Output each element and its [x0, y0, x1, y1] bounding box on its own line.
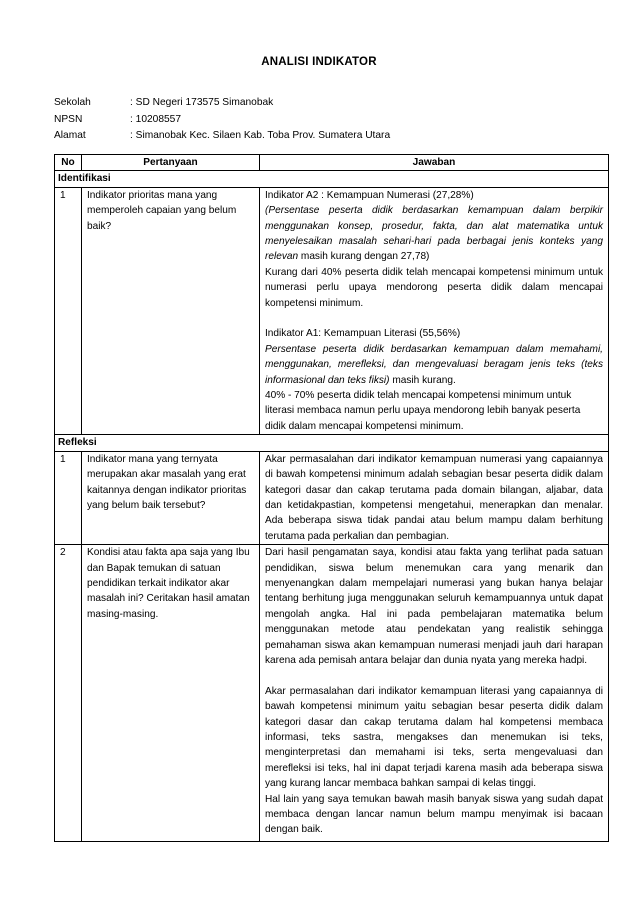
section-refleksi: Refleksi — [55, 435, 609, 451]
a1-description — [265, 342, 603, 388]
answer-cell — [260, 545, 609, 842]
a2-title: Indikator A2 : Kemampuan Numerasi (27,28%) — [265, 189, 474, 201]
school-row — [54, 95, 390, 112]
indicator-table — [54, 154, 609, 842]
a1-desc-italic: Persentase peserta didik berdasarkan kemampuan dalam memahami, menggunakan, merefleksi, dan mengevaluasi beragam jenis teks (teks informasional dan teks fiksi) — [265, 343, 603, 386]
a2-desc-tail: masih kurang dengan 27,78) — [298, 251, 430, 263]
row-number: 1 — [55, 187, 82, 434]
row-number: 1 — [55, 451, 82, 544]
table-header-row — [55, 155, 609, 171]
address-row — [54, 128, 390, 145]
answer-paragraph-3: Hal lain yang saya temukan bawah masih banyak siswa yang sudah dapat membaca dengan lancar namun belum mampu menyimak isi bacaan dengan baik. — [265, 793, 603, 836]
spacer — [265, 311, 603, 326]
table-row — [55, 187, 609, 434]
question-cell: Indikator prioritas mana yang memperoleh capaian yang belum baik? — [82, 187, 260, 434]
npsn-label: NPSN — [54, 113, 83, 125]
question-cell: Kondisi atau fakta apa saja yang Ibu dan Bapak temukan di satuan pendidikan terkait indikator akar masalah ini? Ceritakan hasil amatan masing-masing. — [82, 545, 260, 842]
row-number: 2 — [55, 545, 82, 842]
table-row — [55, 451, 609, 544]
answer-cell: Akar permasalahan dari indikator kemampuan numerasi yang capaiannya di bawah kompetensi minimum adalah sebagian besar peserta didik dalam kategori dasar dan cakap terutama pada domain bilangan, aljabar, data dan ketidakpastian, kompetensi mengetahui, menerapkan dan menalar. Ada beberapa siswa tidak pandai atau belum mampu dalam berhitung terutama pada perkalian dan pembagian. — [260, 451, 609, 544]
a2-desc-italic: (Persentase peserta didik berdasarkan kemampuan dalam berpikir menggunakan konsep, prosedur, fakta, dan alat matematika untuk menyelesaikan masalah sehari-hari pada berbagai jenis konteks yang relevan — [265, 205, 603, 263]
spacer — [265, 668, 603, 683]
answer-cell — [260, 187, 609, 434]
a2-note: Kurang dari 40% peserta didik telah mencapai kompetensi minimum untuk numerasi perlu upaya mendorong peserta didik dalam mencapai kompetensi minimum. — [265, 266, 603, 309]
header-no: No — [55, 155, 82, 171]
npsn-value: : 10208557 — [130, 113, 181, 125]
section-identifikasi: Identifikasi — [55, 171, 609, 187]
question-cell: Indikator mana yang ternyata merupakan akar masalah yang erat kaitannya dengan indikator prioritas yang belum baik tersebut? — [82, 451, 260, 544]
school-value: : SD Negeri 173575 Simanobak — [130, 97, 274, 108]
npsn-row — [54, 112, 390, 129]
a1-note: 40% - 70% peserta didik telah mencapai kompetensi minimum untuk literasi membaca namun perlu upaya mendorong lebih banyak peserta didik dalam mencapai kompetensi minimum. — [265, 390, 581, 432]
table-row — [55, 545, 609, 842]
school-label: Sekolah — [54, 97, 91, 108]
school-info — [54, 95, 390, 145]
section-row-refleksi — [55, 435, 609, 451]
answer-paragraph-2: Akar permasalahan dari indikator kemampuan literasi yang capaiannya di bawah kompetensi minimum yaitu sebagian besar peserta didik dalam kategori dasar dan cakap terutama dalam hal kompetensi membaca informasi, teks sastra, mengakses dan menemukan isi teks, menginterpretasi dan memahami isi teks, serta mengevaluasi dan merefleksi isi teks, hal ini dapat terjadi karena masih ada beberapa siswa yang kurang lancar membaca bahkan sampai di kelas tinggi. — [265, 685, 603, 790]
header-question: Pertanyaan — [82, 155, 260, 171]
answer-paragraph-1: Dari hasil pengamatan saya, kondisi atau fakta yang terlihat pada satuan pendidikan, siswa belum menemukan cara yang menarik dan menyenangkan dalam mempelajari numerasi yang bukan hanya belajar tentang berhitung juga menggunakan seluruh kemampuannya untuk dapat mengolah angka. Hal ini pada pembelajaran matematika belum menggunakan metode atau pendekatan yang realistik sehingga pemahaman siswa akan kemampuan numerasi menjadi jauh dari harapan karena ada pemisah antara belajar dan dunia nyata yang mereka hadpi. — [265, 547, 603, 666]
section-row-identifikasi — [55, 171, 609, 187]
a1-title: Indikator A1: Kemampuan Literasi (55,56%) — [265, 328, 461, 340]
address-label: Alamat — [54, 130, 86, 141]
page-title: ANALISI INDIKATOR — [261, 56, 377, 68]
a2-description — [265, 203, 603, 265]
a1-desc-tail: masih kurang. — [389, 374, 456, 386]
address-value: : Simanobak Kec. Silaen Kab. Toba Prov. Sumatera Utara — [130, 130, 391, 141]
header-answer: Jawaban — [260, 155, 609, 171]
